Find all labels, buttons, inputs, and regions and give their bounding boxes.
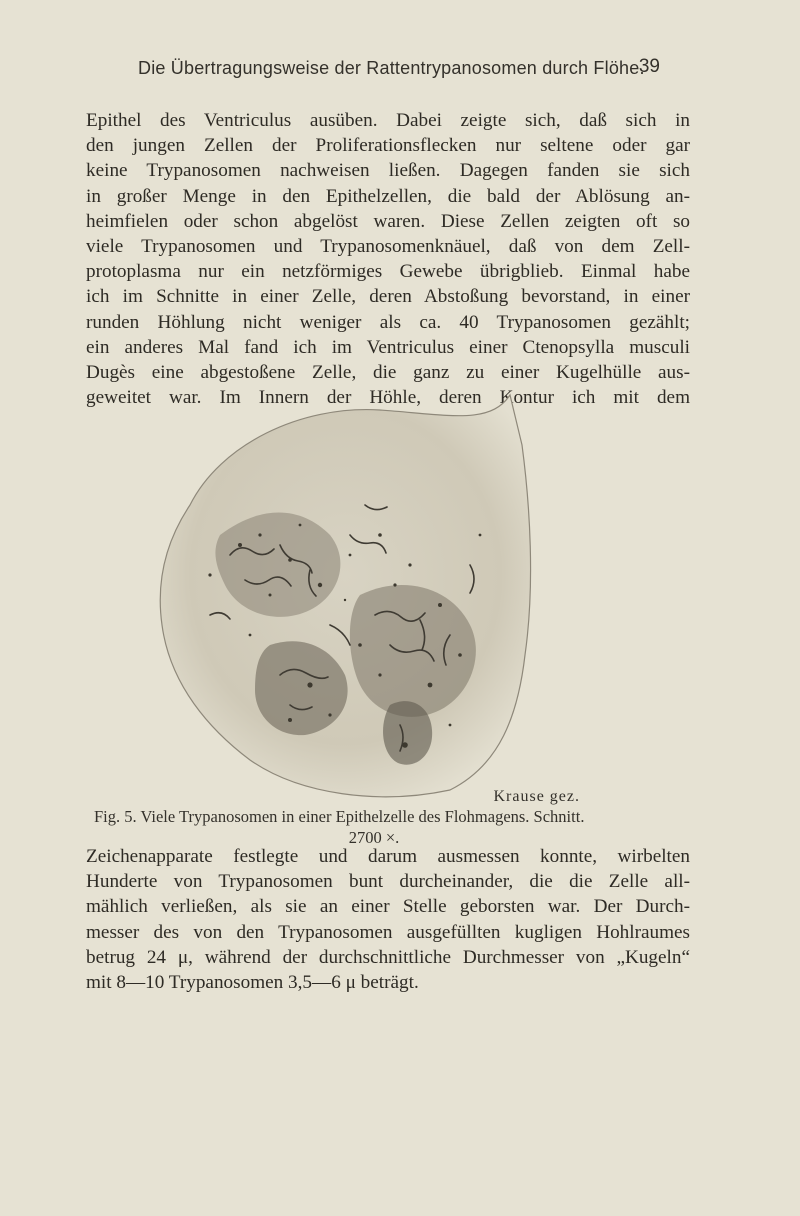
caption-text: Fig. 5. Viele Trypanosomen in einer Epithelzelle des Flohmagens. Schnitt. — [94, 807, 585, 826]
page-number: 39 — [638, 56, 660, 77]
figure-credit: Krause gez. — [493, 788, 580, 805]
caption-magnification: 2700 ×. — [348, 828, 400, 847]
text-line: protoplasma nur ein netzförmiges Gewebe übrigblieb. Einmal habe — [86, 261, 690, 283]
text-line: Hunderte von Trypanosomen bunt durcheinander, die die Zelle all- — [86, 871, 690, 893]
text-line: Epithel des Ventriculus ausüben. Dabei zeigte sich, daß sich in — [86, 110, 690, 131]
text-line: messer des von den Trypanosomen ausgefüllten kugligen Hohlraumes — [86, 921, 690, 943]
trypanosome-cluster — [383, 701, 432, 765]
text-line: ein anderes Mal fand ich im Ventriculus einer Ctenopsylla musculi — [86, 336, 690, 358]
text-line: in großer Menge in den Epithelzellen, die bald der Ablösung an- — [86, 185, 690, 207]
text-line: Dugès eine abgestoßene Zelle, die ganz zu einer Kugelhülle aus- — [86, 362, 690, 384]
figure-caption — [94, 806, 694, 848]
text-line: geweitet war. Im Innern der Höhle, deren Kontur ich mit dem — [86, 387, 690, 409]
text-line: keine Trypanosomen nachweisen ließen. Dagegen fanden sie sich — [86, 160, 690, 182]
paragraph-1 — [86, 108, 690, 410]
paragraph-2 — [86, 844, 690, 995]
text-line: ich im Schnitte in einer Zelle, deren Abstoßung bevorstand, in einer — [86, 286, 690, 308]
text-line: den jungen Zellen der Proliferationsflecken nur seltene oder gar — [86, 135, 690, 157]
text-line: mählich verließen, als sie an einer Stelle geborsten war. Der Durch- — [86, 896, 690, 918]
text-line: mit 8—10 Trypanosomen 3,5—6 μ beträgt. — [86, 972, 419, 994]
figure-illustration — [150, 385, 580, 800]
cell-outline — [160, 395, 530, 797]
running-title: Die Übertragungsweise der Rattentrypanosomen durch Flöhe. — [138, 58, 645, 78]
text-line: viele Trypanosomen und Trypanosomenknäuel, daß von dem Zell- — [86, 236, 690, 258]
text-line: runden Höhlung nicht weniger als ca. 40 Trypanosomen gezählt; — [86, 311, 690, 333]
text-line: betrug 24 μ, während der durchschnittliche Durchmesser von „Kugeln“ — [86, 946, 690, 968]
text-line: heimfielen oder schon abgelöst waren. Diese Zellen zeigten oft so — [86, 210, 690, 232]
text-line: Zeichenapparate festlegte und darum ausmessen konnte, wirbelten — [86, 846, 690, 867]
